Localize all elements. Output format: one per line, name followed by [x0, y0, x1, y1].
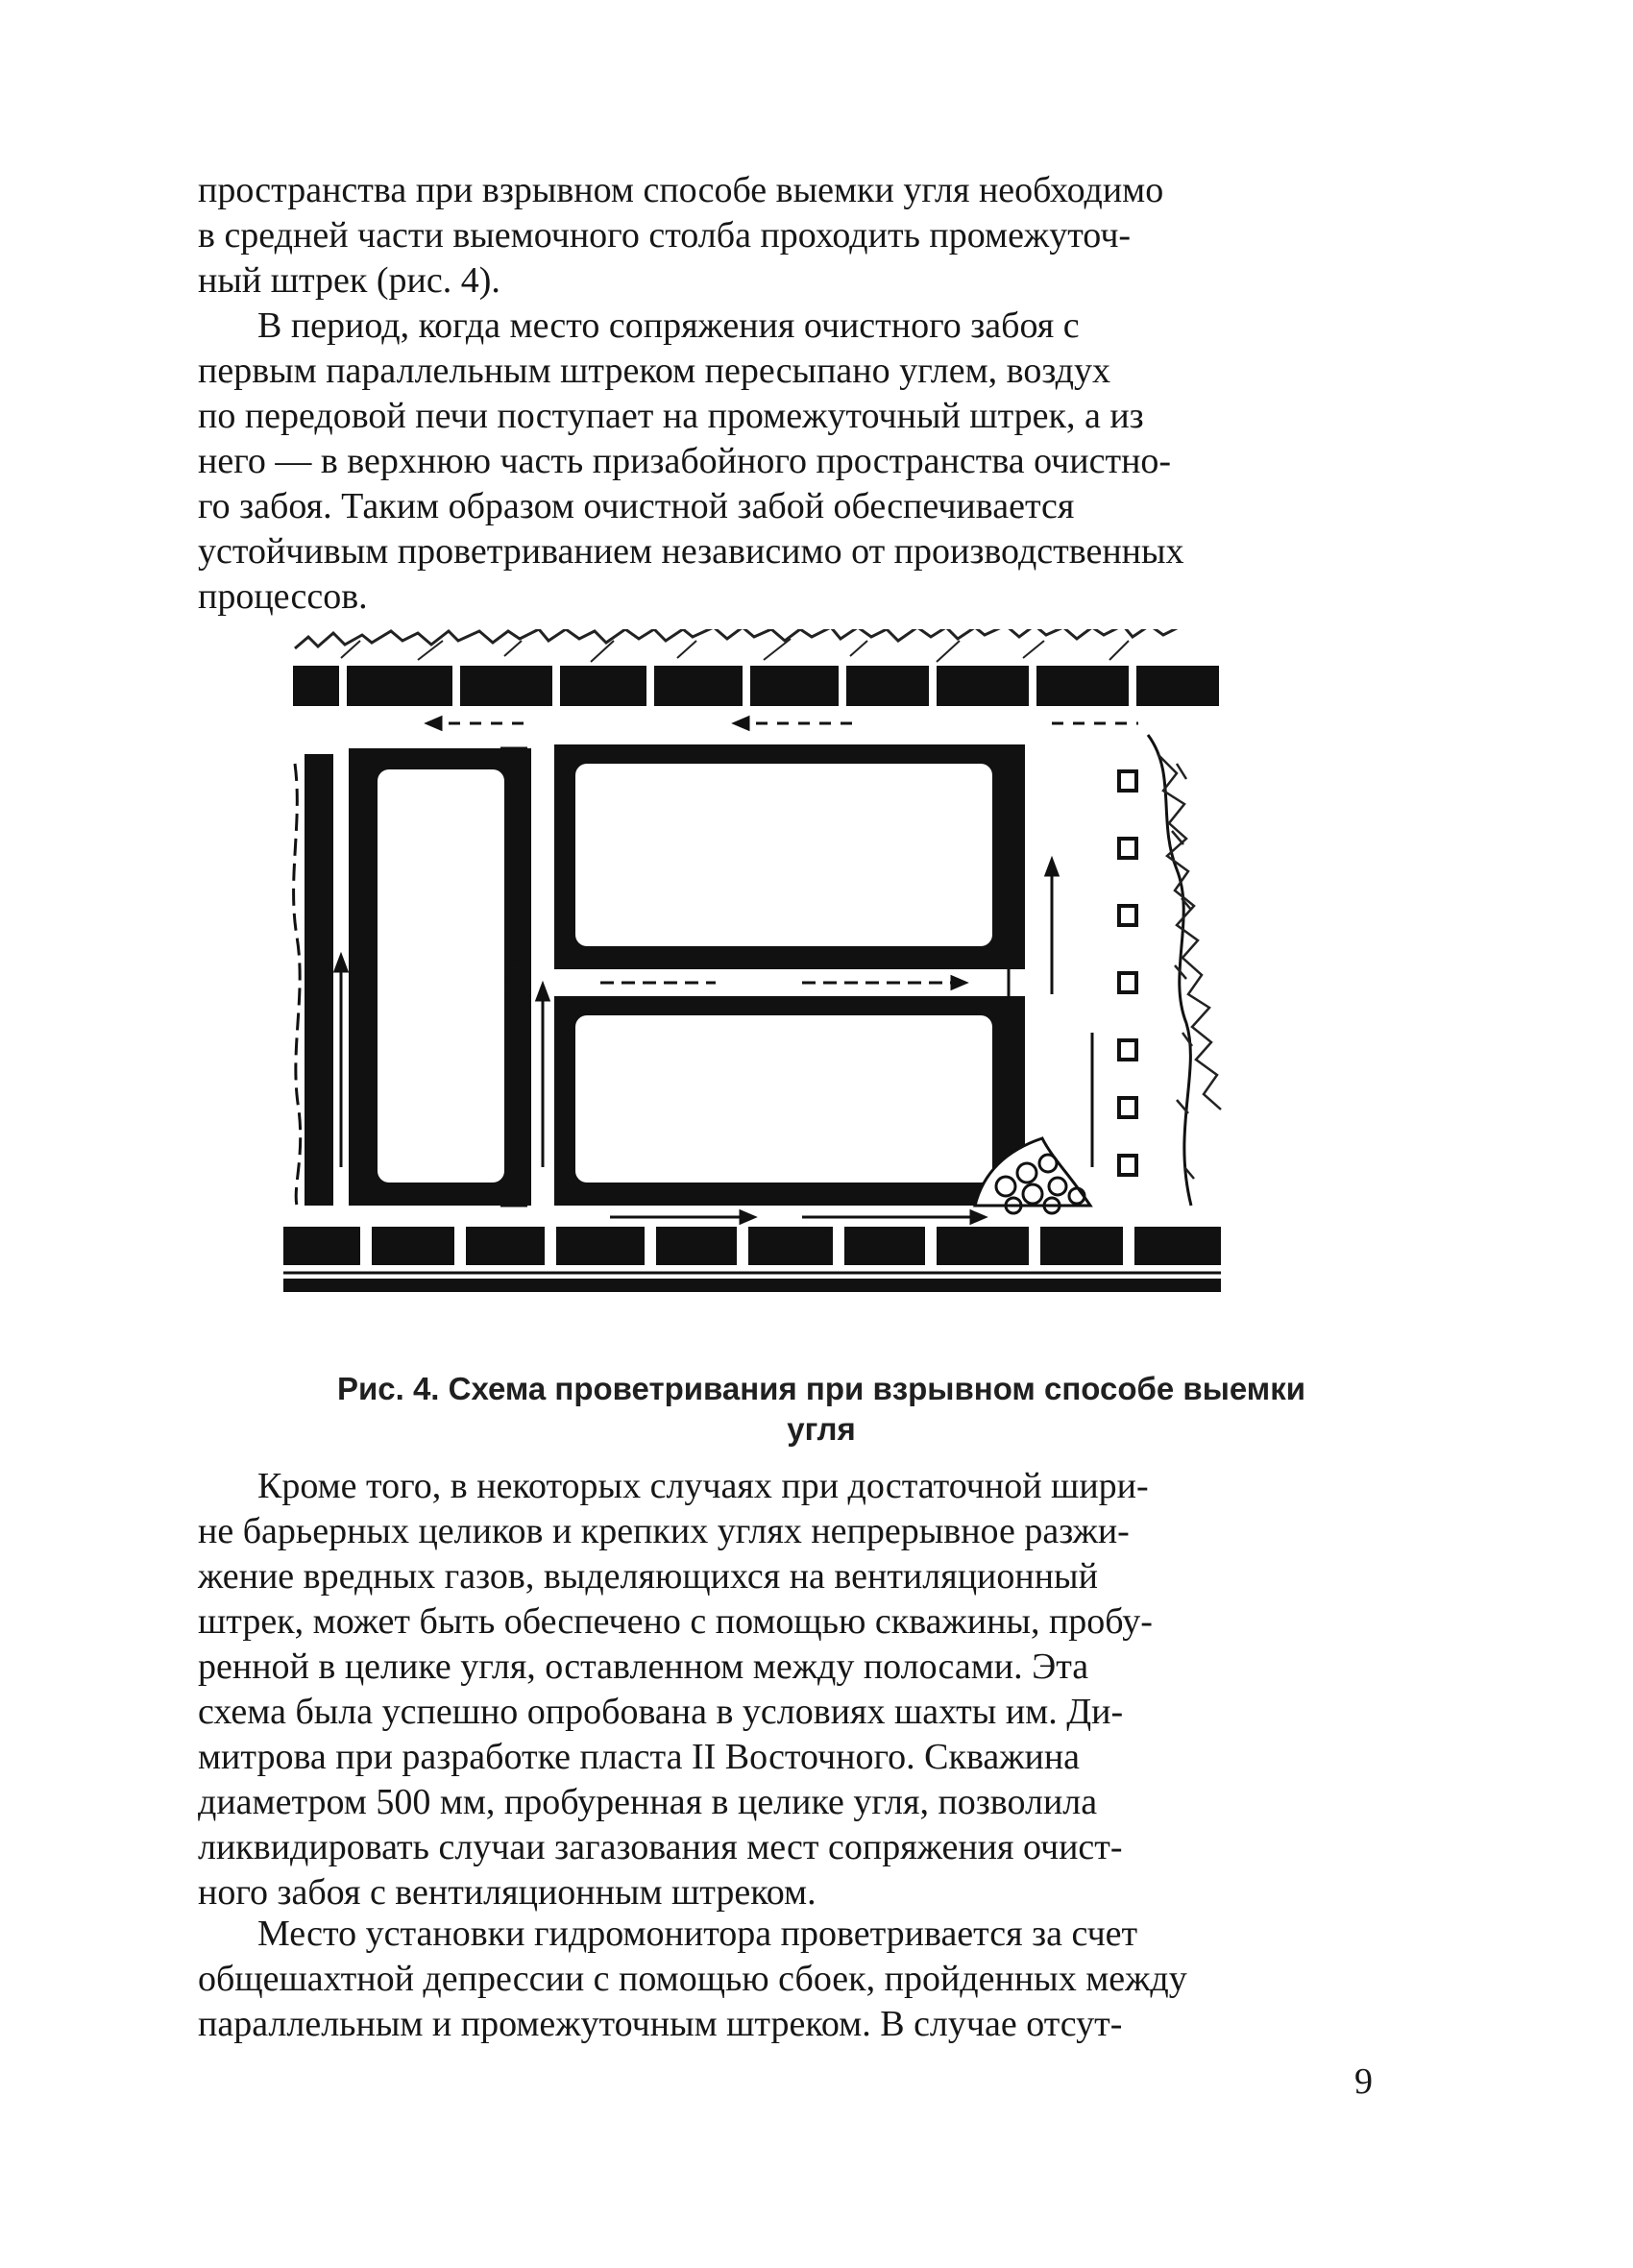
text-line: общешахтной депрессии с помощью сбоек, пройденных между — [198, 1959, 1187, 1999]
text-line: жение вредных газов, выделяющихся на вентиляционный — [198, 1556, 1098, 1597]
bottom-pillar — [372, 1227, 454, 1265]
text-line: диаметром 500 мм, пробуренная в целике угля, позволила — [198, 1782, 1098, 1822]
top-rock-cracks — [341, 639, 1129, 662]
text-line: ликвидировать случаи загазования мест сопряжения очист- — [198, 1827, 1123, 1867]
top-pillar — [347, 666, 452, 706]
left-boundary-line — [294, 764, 301, 1206]
top-pillar — [1136, 666, 1219, 706]
face-support-props — [1119, 771, 1136, 1175]
lower-pillar-interior — [575, 1015, 992, 1183]
top-pillar — [460, 666, 552, 706]
text-line: го забоя. Таким образом очистной забой обеспечивается — [198, 486, 1075, 526]
bottom-pillar — [748, 1227, 833, 1265]
paragraph-2 — [198, 304, 1416, 620]
text-line: в средней части выемочного столба проходить промежуточ- — [198, 215, 1132, 256]
bottom-pillar — [1134, 1227, 1221, 1265]
support-prop — [1119, 906, 1136, 925]
paragraph-1 — [198, 168, 1416, 304]
text-line: него — в верхнюю часть призабойного пространства очистно- — [198, 441, 1172, 481]
paragraph-4 — [198, 1912, 1416, 2047]
top-drift-pillars — [293, 666, 1219, 706]
text-line: схема была успешно опробована в условиях шахты им. Ди- — [198, 1692, 1124, 1732]
top-pillar — [846, 666, 929, 706]
text-line: В период, когда место сопряжения очистного забоя с — [257, 305, 1080, 346]
top-pillar — [937, 666, 1029, 706]
support-prop — [1119, 839, 1136, 858]
dimension-label: 30 м — [499, 946, 530, 1004]
text-line: первым параллельным штреком пересыпано углем, воздух — [198, 351, 1110, 391]
caption-line: Рис. 4. Схема проветривания при взрывном способе выемки — [336, 1371, 1306, 1406]
support-prop — [1119, 1098, 1136, 1117]
top-pillar — [654, 666, 743, 706]
text-line: Место установки гидромонитора проветривается за счет — [257, 1914, 1138, 1954]
text-line: параллельным и промежуточным штреком. В случае отсут- — [198, 2004, 1123, 2044]
text-line: процессов. — [198, 576, 368, 617]
support-prop — [1119, 973, 1136, 992]
figure-caption — [259, 1369, 1383, 1450]
top-rock-hatching — [295, 629, 1179, 648]
ventilation-scheme-figure — [283, 629, 1340, 1302]
bottom-pillar — [556, 1227, 645, 1265]
text-line: ренной в целике угля, оставленном между полосами. Эта — [198, 1646, 1089, 1687]
bottom-drift-airflow — [610, 1211, 985, 1223]
ventilation-drift-bottom-band — [283, 1279, 1221, 1292]
bottom-pillar — [844, 1227, 925, 1265]
text-line: Кроме того, в некоторых случаях при достаточной шири- — [257, 1466, 1149, 1506]
top-drift-airflow — [427, 718, 1138, 729]
text-line: не барьерных целиков и крепких углях непрерывное разжи- — [198, 1511, 1130, 1551]
page-number: 9 — [1354, 2061, 1373, 2102]
top-pillar — [293, 666, 339, 706]
top-pillar — [560, 666, 646, 706]
bottom-drift-pillars — [283, 1227, 1221, 1265]
support-prop — [1119, 771, 1136, 791]
text-line: митрова при разработке пласта II Восточного. Скважина — [198, 1737, 1081, 1777]
left-edge-pillar — [305, 754, 333, 1206]
text-line: устойчивым проветриванием независимо от производственных — [198, 531, 1184, 572]
top-pillar — [750, 666, 839, 706]
bottom-pillar — [466, 1227, 545, 1265]
ventilation-scheme-diagram — [283, 629, 1340, 1302]
bottom-pillar — [937, 1227, 1029, 1265]
top-pillar — [1036, 666, 1129, 706]
support-prop — [1119, 1040, 1136, 1060]
text-line: по передовой печи поступает на промежуточный штрек, а из — [198, 396, 1144, 436]
left-pillar-interior — [378, 769, 504, 1183]
text-line: штрек, может быть обеспечено с помощью скважины, пробу- — [198, 1601, 1153, 1642]
paragraph-3 — [198, 1464, 1416, 1915]
bottom-pillar — [656, 1227, 737, 1265]
bottom-pillar — [1040, 1227, 1123, 1265]
bottom-pillar — [283, 1227, 360, 1265]
text-line: ный штрек (рис. 4). — [198, 260, 500, 301]
text-line: пространства при взрывном способе выемки угля необходимо — [198, 170, 1164, 210]
support-prop — [1119, 1156, 1136, 1175]
upper-pillar-interior — [575, 764, 992, 946]
caption-line: угля — [787, 1411, 856, 1447]
text-line: ного забоя с вентиляционным штреком. — [198, 1872, 816, 1913]
